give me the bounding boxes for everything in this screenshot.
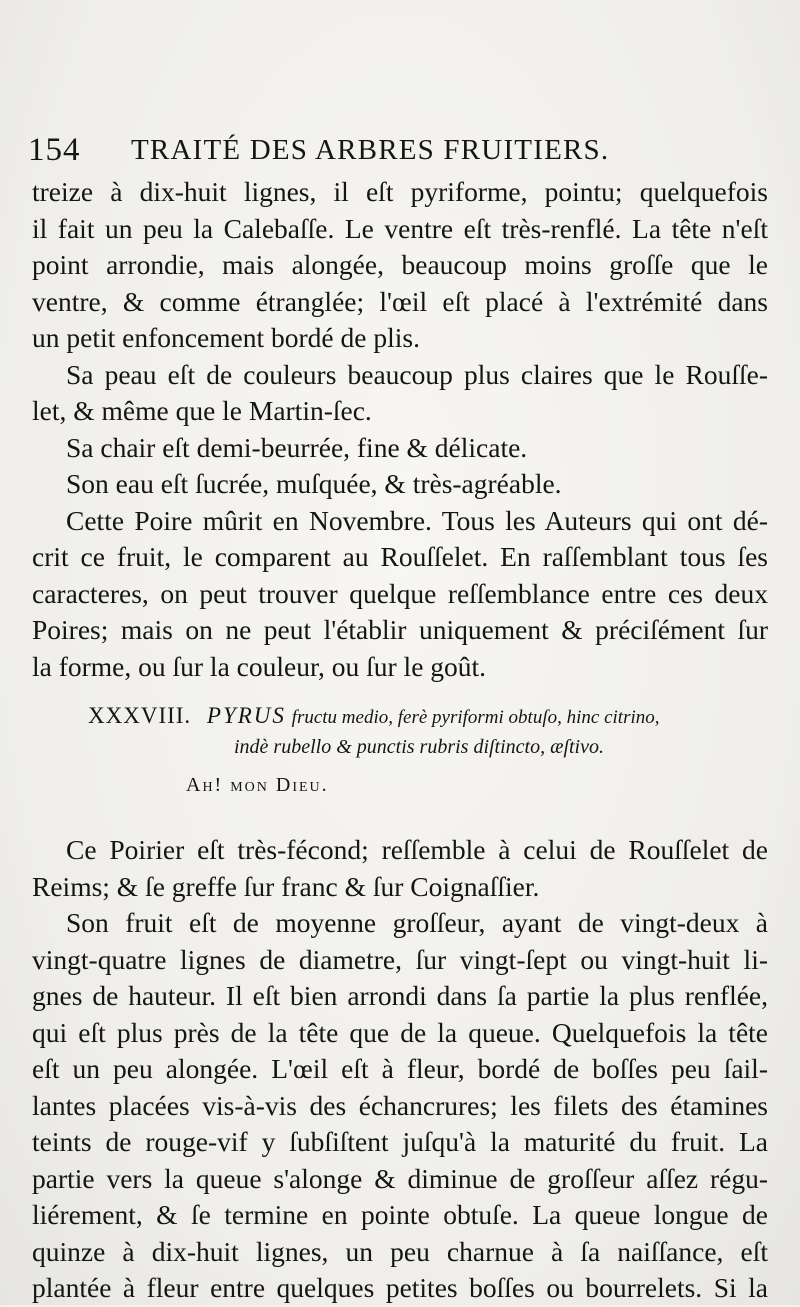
text-line: Cette Poire mûrit en Novembre. Tous les Auteurs qui ont dé- [66, 504, 768, 536]
text-line: lantes placées vis-à-vis des échancrures; les filets des étamines [32, 1089, 768, 1121]
text-line: Sa chair eſt demi-beurrée, fine & délicate. [66, 431, 528, 463]
page-header [28, 132, 688, 172]
text-line: caracteres, on peut trouver quelque reſſemblance entre ces deux [32, 577, 768, 609]
text-line: un petit enfoncement bordé de plis. [32, 322, 420, 353]
running-head: TRAITÉ DES ARBRES FRUITIERS. [131, 134, 610, 166]
page-number: 154 [28, 132, 81, 168]
section-numeral: XXXVIII. [88, 703, 192, 728]
text-line: vingt-quatre lignes de diametre, ſur vingt-ſept ou vingt-huit li- [32, 943, 768, 975]
text-line: teints de rouge-vif y ſubſiſtent juſqu'à la maturité du fruit. La [32, 1126, 768, 1157]
text-line: let, & même que le Martin-ſec. [32, 395, 372, 426]
text-line: Poires; mais on ne peut l'établir uniquement & préciſément ſur [32, 614, 768, 645]
latin-description-2: indè rubello & punctis rubris diſtincto, æſtivo. [234, 736, 604, 758]
text-line: partie vers la queue s'alonge & diminue de groſſeur aſſez régu- [32, 1162, 768, 1194]
variety-name: Ah! mon Dieu. [186, 774, 329, 796]
body-text-bottom [32, 832, 768, 1307]
variety-heading [88, 700, 768, 762]
text-line: Reims; & ſe greffe ſur franc & ſur Coignaſſier. [32, 870, 540, 902]
body-text-top [32, 174, 768, 685]
text-line: point arrondie, mais alongée, beaucoup moins groſſe que le [32, 249, 768, 280]
text-line: gnes de hauteur. Il eſt bien arrondi dans ſa partie la plus renflée, [32, 980, 768, 1011]
text-line: treize à dix-huit lignes, il eſt pyriforme, pointu; quelquefois [32, 176, 768, 207]
text-line: eſt un peu alongée. L'œil eſt à fleur, bordé de boſſes peu ſail- [32, 1053, 768, 1084]
text-line: Sa peau eſt de couleurs beaucoup plus claires que le Rouſſe- [66, 358, 768, 390]
latin-description-1: fructu medio, ferè pyriformi obtuſo, hinc citrino, [291, 707, 660, 728]
text-line: la forme, ou ſur la couleur, ou ſur le goût. [32, 650, 487, 682]
text-line: il fait un peu la Calebaſſe. Le ventre eſt très-renflé. La tête n'eſt [32, 212, 768, 244]
text-line: ventre, & comme étranglée; l'œil eſt placé à l'extrémité dans [32, 285, 768, 317]
text-line: Son eau eſt ſucrée, muſquée, & très-agréable. [66, 468, 562, 499]
text-line: Son fruit eſt de moyenne groſſeur, ayant de vingt-deux à [66, 907, 768, 938]
text-line: qui eſt plus près de la tête que de la queue. Quelquefois la tête [32, 1016, 768, 1048]
text-line: quinze à dix-huit lignes, un peu charnue à ſa naiſſance, eſt [32, 1235, 768, 1267]
latin-genus: PYRUS [206, 703, 286, 728]
text-line: liérement, & ſe termine en pointe obtuſe. La queue longue de [32, 1199, 768, 1230]
heading-line-1 [88, 700, 768, 732]
text-line: Ce Poirier eſt très-fécond; reſſemble à celui de Rouſſelet de [66, 834, 768, 865]
text-line: crit ce fruit, le comparent au Rouſſelet. En raſſemblant tous ſes [32, 541, 768, 572]
text-line: plantée à fleur entre quelques petites boſſes ou bourrelets. Si la [32, 1272, 768, 1303]
